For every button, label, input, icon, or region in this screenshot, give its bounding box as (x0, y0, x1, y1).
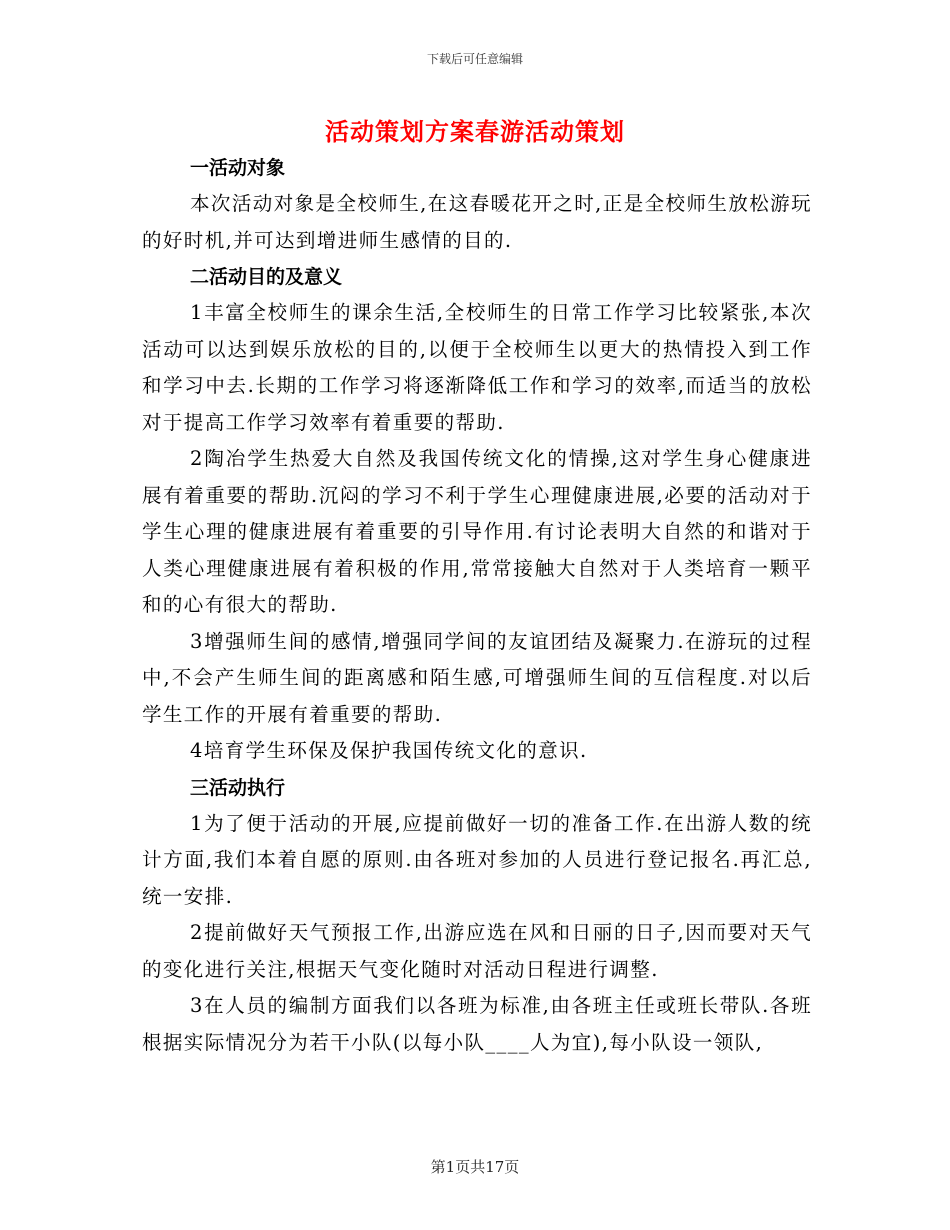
header-note: 下载后可任意编辑 (426, 52, 523, 66)
page-footer: 第1页共17页 (430, 1158, 520, 1176)
paragraph: 本次活动对象是全校师生,在这春暖花开之时,正是全校师生放松游玩的好时机,并可达到增进师生感情的目的. (142, 192, 812, 252)
paragraph: 3增强师生间的感情,增强同学间的友谊团结及凝聚力.在游玩的过程中,不会产生师生间的距离感和陌生感,可增强师生间的互信程度.对以后学生工作的开展有着重要的帮助. (142, 629, 812, 726)
document-title: 活动策划方案春游活动策划 (325, 117, 625, 146)
paragraph: 2提前做好天气预报工作,出游应选在风和日丽的日子,因而要对天气的变化进行关注,根据天气变化随时对活动日程进行调整. (142, 921, 812, 981)
paragraph: 1为了便于活动的开展,应提前做好一切的准备工作.在出游人数的统计方面,我们本着自愿的原则.由各班对参加的人员进行登记报名.再汇总,统一安排. (142, 811, 812, 908)
paragraph: 4培育学生环保及保护我国传统文化的意识. (190, 739, 588, 762)
paragraph: 1丰富全校师生的课余生活,全校师生的日常工作学习比较紧张,本次活动可以达到娱乐放松的目的,以便于全校师生以更大的热情投入到工作和学习中去.长期的工作学习将逐渐降低工作和学习的效率,而适当的放松对于提高工作学习效率有着重要的帮助. (142, 301, 812, 434)
section-heading-3: 三活动执行 (190, 776, 286, 799)
paragraph: 3在人员的编制方面我们以各班为标准,由各班主任或班长带队.各班根据实际情况分为若干小队(以每小队____人为宜),每小队设一领队, (142, 994, 812, 1054)
section-heading-2: 二活动目的及意义 (190, 266, 343, 288)
section-heading-1: 一活动对象 (190, 157, 286, 179)
paragraph: 2陶冶学生热爱大自然及我国传统文化的情操,这对学生身心健康进展有着重要的帮助.沉闷的学习不利于学生心理健康进展,必要的活动对于学生心理的健康进展有着重要的引导作用.有讨论表明大自然的和谐对于人类心理健康进展有着积极的作用,常常接触大自然对于人类培育一颗平和的心有很大的帮助. (142, 447, 812, 616)
document-body (142, 150, 812, 1061)
